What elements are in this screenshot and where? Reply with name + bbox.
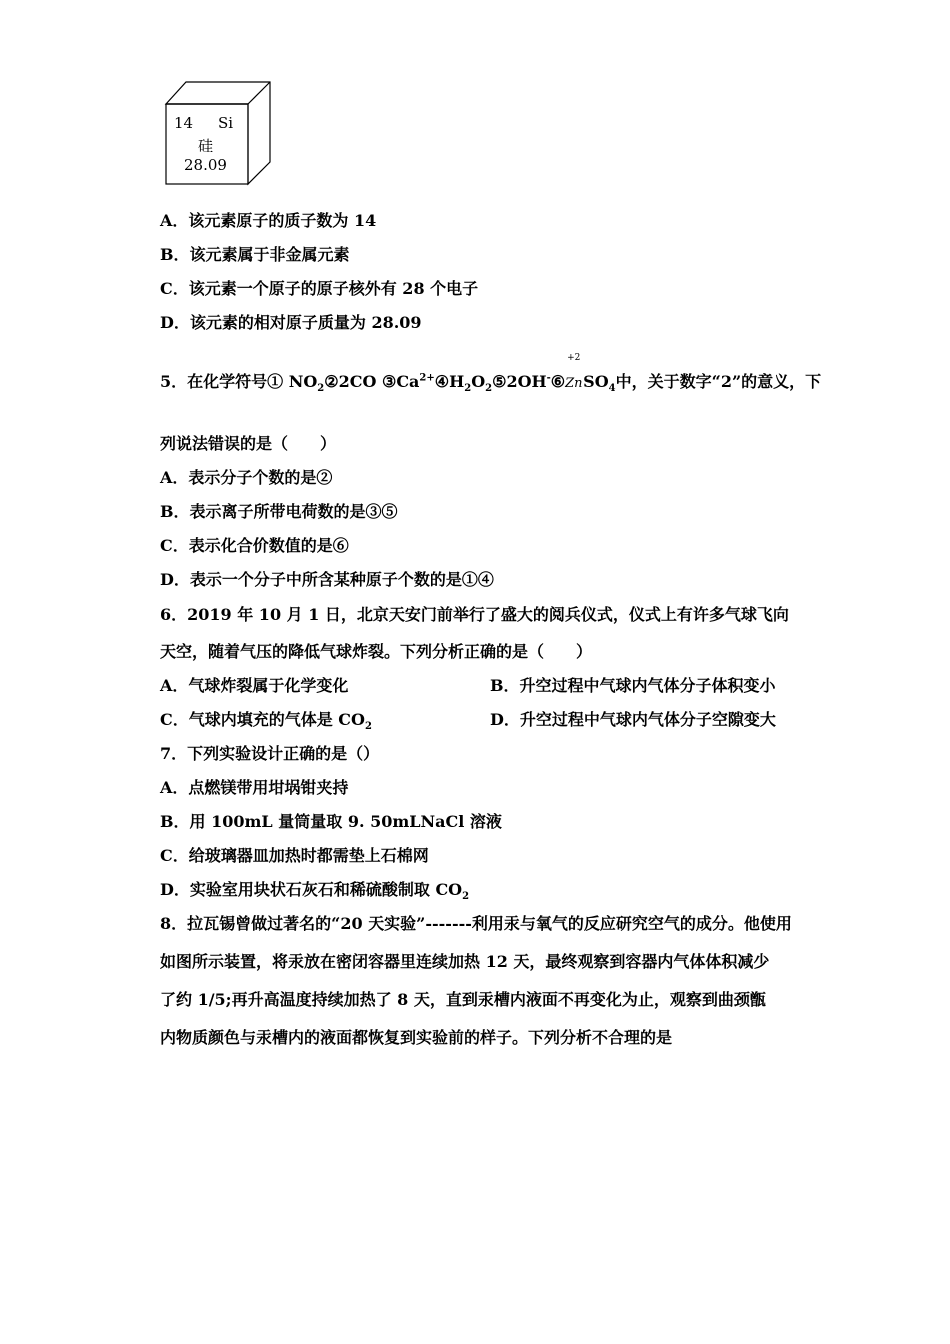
q7-option-a: A．点燃镁带用坩埚钳夹持 <box>160 778 349 797</box>
q6-option-a: A．气球炸裂属于化学变化 <box>160 676 349 695</box>
q7-option-b: B．用 100mL 量筒量取 9. 50mLNaCl 溶液 <box>160 812 502 831</box>
q8-stem-line1: 8．拉瓦锡曾做过著名的“20 天实验”-------利用汞与氧气的反应研究空气的成分。他使用 <box>160 914 792 933</box>
q4-option-c: C．该元素一个原子的原子核外有 28 个电子 <box>160 279 479 298</box>
zinc-valence-symbol: +2 Zn <box>565 353 583 391</box>
q5-option-d: D．表示一个分子中所含某种原子个数的是①④ <box>160 570 494 589</box>
q8-stem-line4: 内物质颜色与汞槽内的液面都恢复到实验前的样子。下列分析不合理的是 <box>160 1028 673 1047</box>
q8-stem-line2: 如图所示装置，将汞放在密闭容器里连续加热 12 天，最终观察到容器内气体体积减少 <box>160 952 770 971</box>
q6-option-c: C．气球内填充的气体是 $CO_2$ <box>160 710 372 733</box>
q6-option-b: B．升空过程中气球内气体分子体积变小 <box>490 676 776 695</box>
element-name: 硅 <box>198 137 214 155</box>
q6-option-d: D．升空过程中气球内气体分子空隙变大 <box>490 710 776 729</box>
q4-option-d: D．该元素的相对原子质量为 28.09 <box>160 313 422 332</box>
silicon-element-card <box>162 80 274 188</box>
element-atomic-number: 14 <box>174 114 194 132</box>
q5-stem-line1: 5．在化学符号① $NO_2②2CO$ $③Ca^{2+}④H_2O_2⑤2OH^-⑥$ +2 ZnSO$_4$中，关于数字“2”的意义，下 <box>160 353 822 395</box>
q7-stem: 7．下列实验设计正确的是（） <box>160 744 380 763</box>
q6-stem-line1: 6．2019 年 10 月 1 日，北京天安门前举行了盛大的阅兵仪式，仪式上有许多气球飞向 <box>160 605 789 624</box>
q7-option-d: D．实验室用块状石灰石和稀硫酸制取 $CO_2$ <box>160 880 470 903</box>
q4-option-b: B．该元素属于非金属元素 <box>160 245 350 264</box>
q8-stem-line3: 了约 1/5;再升高温度持续加热了 8 天，直到汞槽内液面不再变化为止，观察到曲颈甑 <box>160 990 766 1009</box>
q4-option-a: A．该元素原子的质子数为 14 <box>160 211 377 230</box>
q6-stem-line2: 天空，随着气压的降低气球炸裂。下列分析正确的是（ ） <box>160 642 593 661</box>
q7-option-c: C．给玻璃器皿加热时都需垫上石棉网 <box>160 846 429 865</box>
q5-option-a: A．表示分子个数的是② <box>160 468 333 487</box>
element-symbol: Si <box>218 114 234 132</box>
element-atomic-mass: 28.09 <box>184 156 227 174</box>
q5-option-c: C．表示化合价数值的是⑥ <box>160 536 349 555</box>
q5-option-b: B．表示离子所带电荷数的是③⑤ <box>160 502 398 521</box>
q5-stem-line2: 列说法错误的是（ ） <box>160 434 337 453</box>
